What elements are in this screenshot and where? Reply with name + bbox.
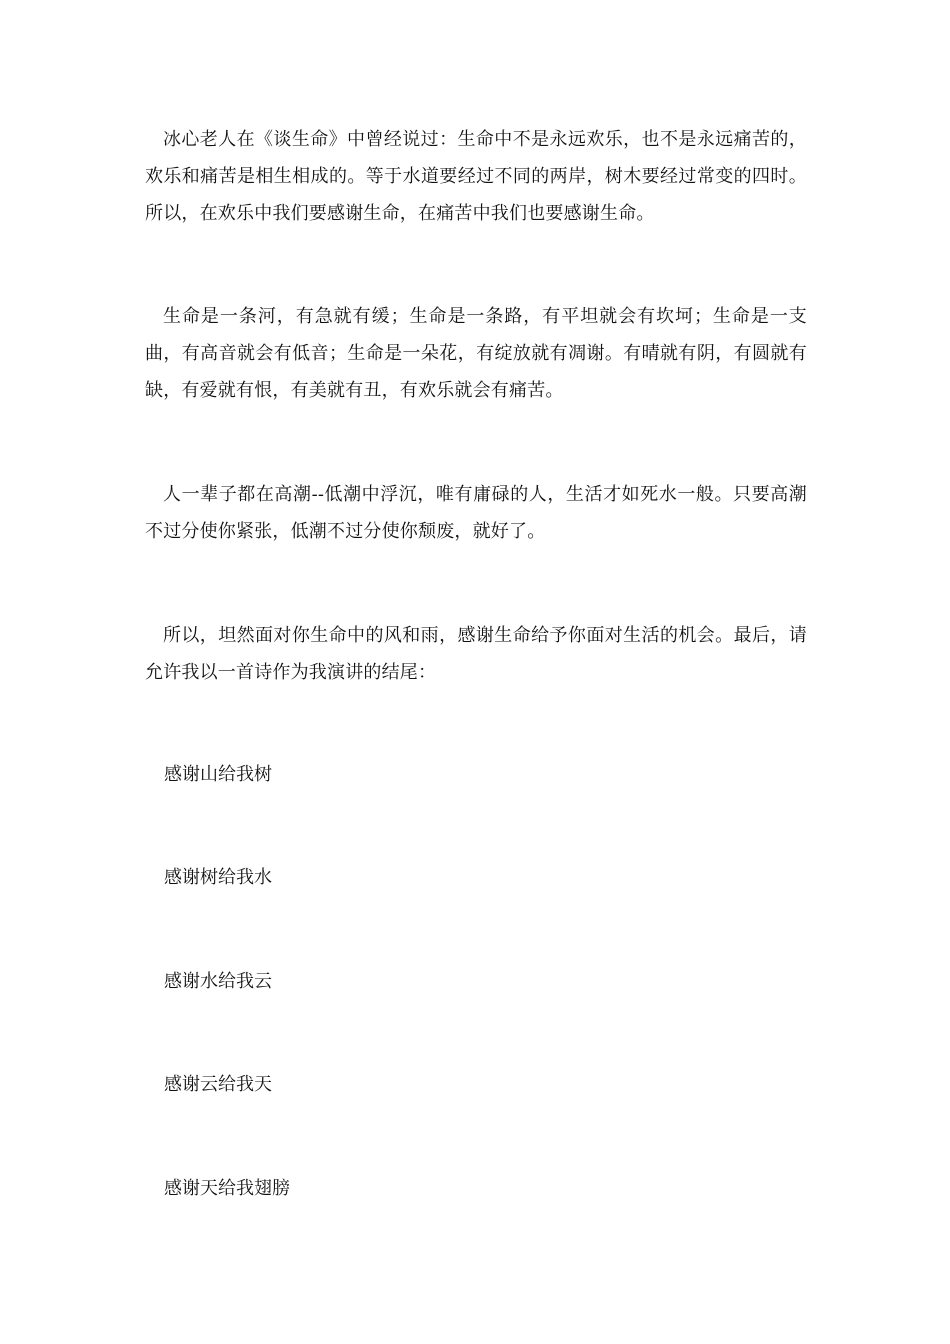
poem-line-5: 感谢天给我翅膀 — [164, 1178, 290, 1199]
poem-line-4: 感谢云给我天 — [164, 1074, 272, 1095]
paragraph-2: 生命是一条河，有急就有缓；生命是一条路，有平坦就会有坎坷；生命是一支曲，有高音就会有低音；生命是一朵花，有绽放就有凋谢。有晴就有阴，有圆就有缺，有爱就有恨，有美就有丑，有欢乐就会有痛苦。 — [145, 306, 807, 401]
paragraph-4: 所以，坦然面对你生命中的风和雨，感谢生命给予你面对生活的机会。最后，请允许我以一首诗作为我演讲的结尾： — [145, 625, 807, 683]
paragraph-3: 人一辈子都在高潮--低潮中浮沉，唯有庸碌的人，生活才如死水一般。只要高潮不过分使你紧张，低潮不过分使你颓废，就好了。 — [145, 484, 807, 542]
poem-line-3: 感谢水给我云 — [164, 971, 272, 992]
poem-line-1: 感谢山给我树 — [164, 764, 272, 785]
poem-line-2: 感谢树给我水 — [164, 867, 272, 888]
paragraph-1: 冰心老人在《谈生命》中曾经说过：生命中不是永远欢乐，也不是永远痛苦的，欢乐和痛苦是相生相成的。等于水道要经过不同的两岸，树木要经过常变的四时。所以，在欢乐中我们要感谢生命，在痛苦中我们也要感谢生命。 — [145, 129, 807, 224]
